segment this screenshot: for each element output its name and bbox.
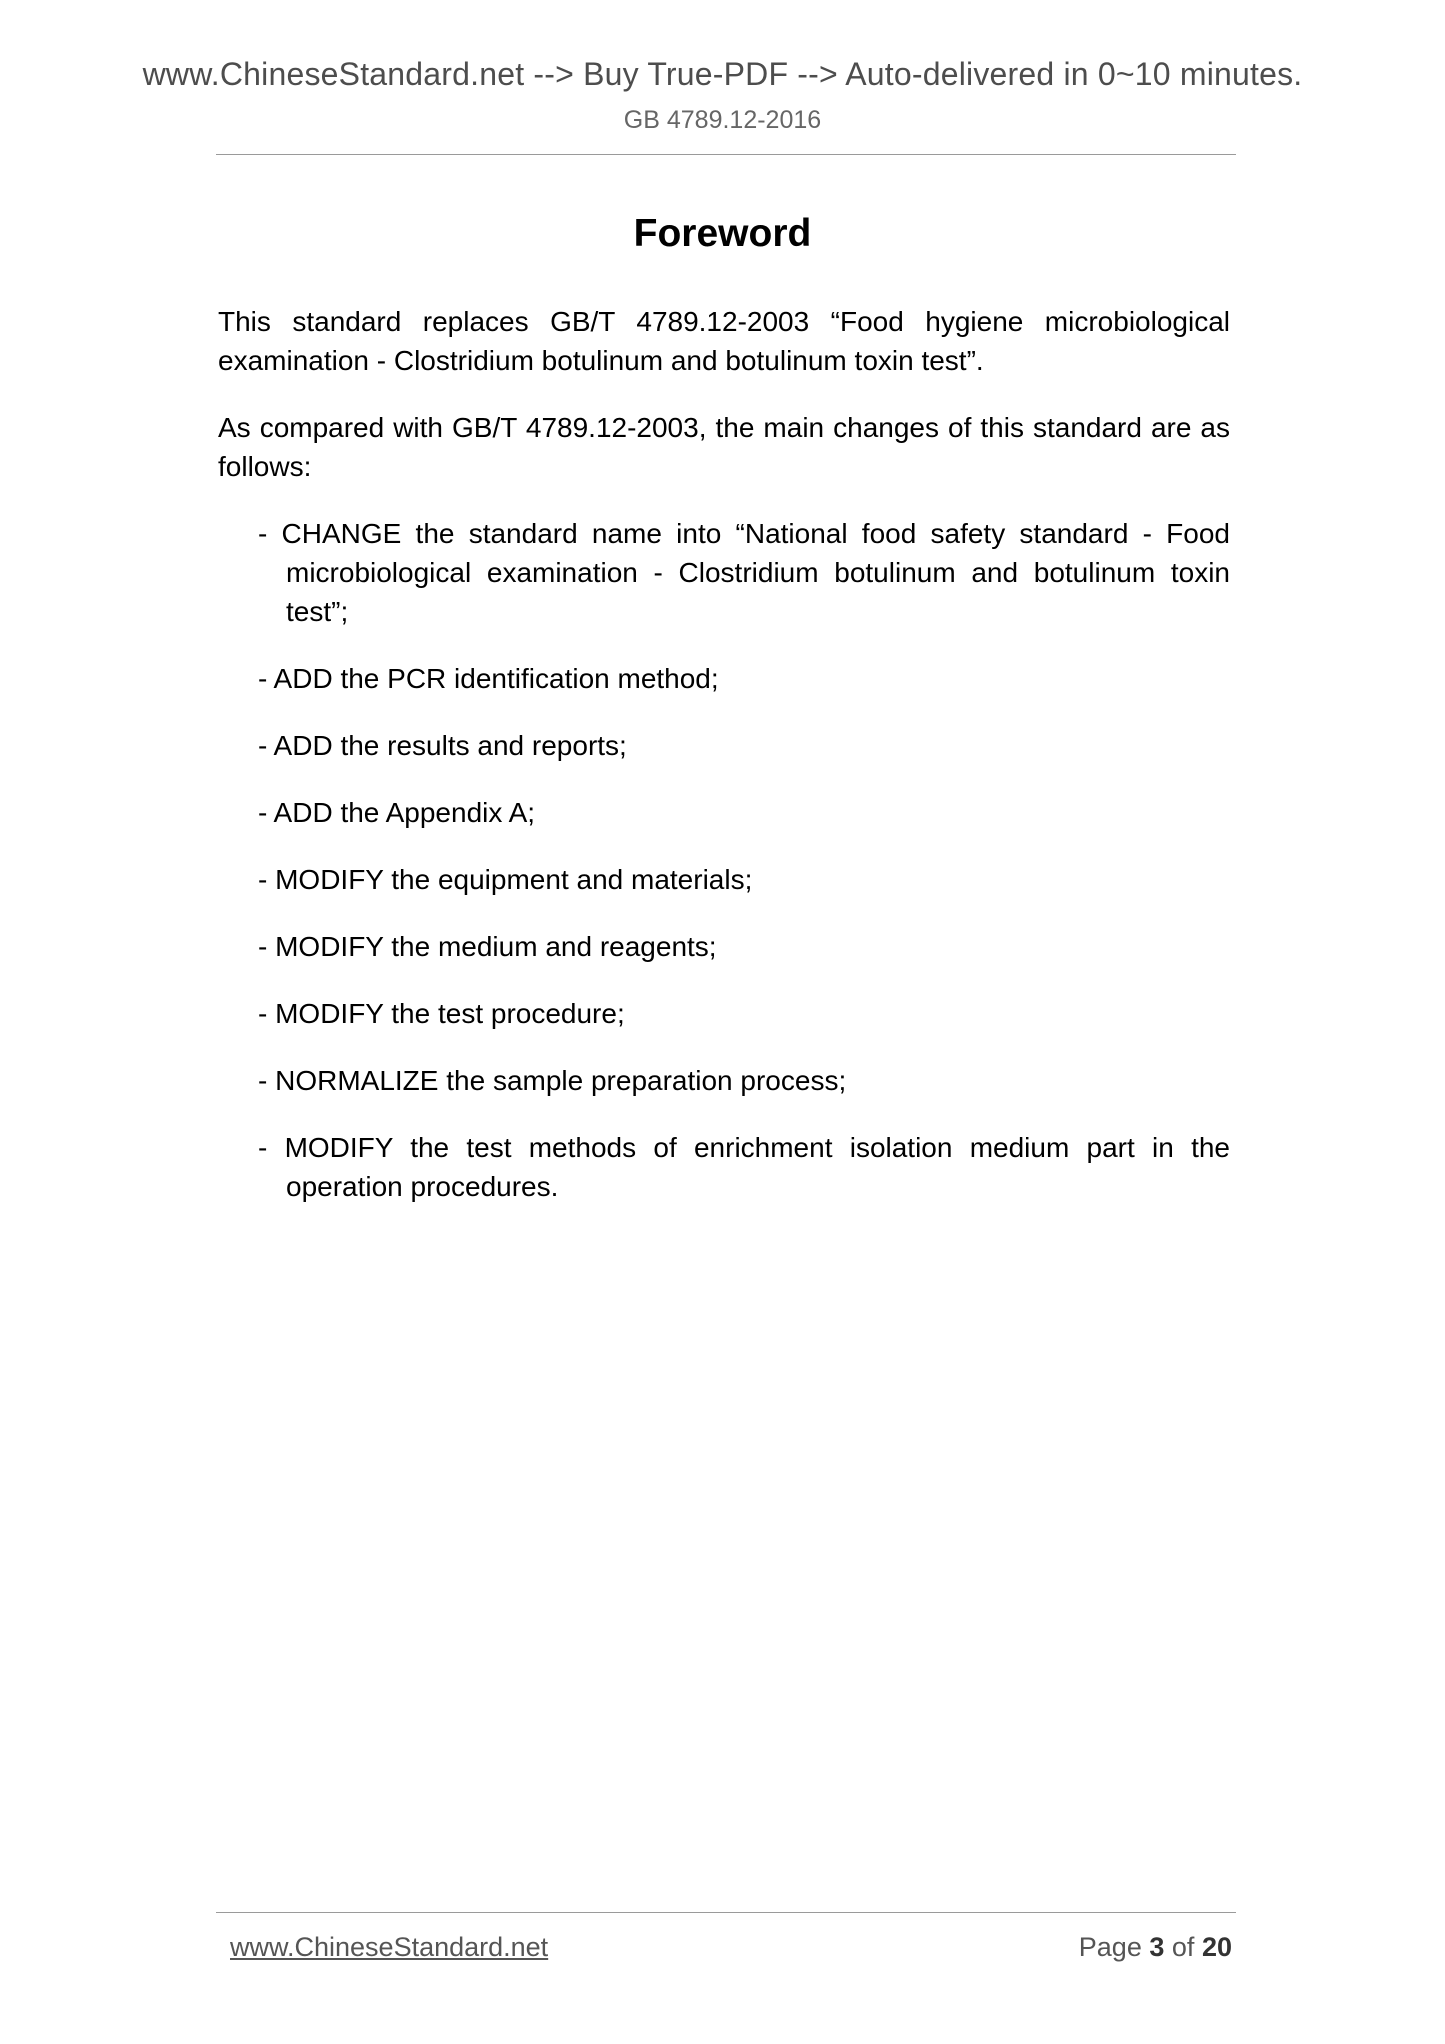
intro-paragraph: This standard replaces GB/T 4789.12-2003 “Food hygiene microbiological examination - Clostridium botulinum and botulinum toxin test”. — [218, 306, 1230, 376]
changes-intro-paragraph: As compared with GB/T 4789.12-2003, the main changes of this standard are as follows: — [218, 412, 1230, 482]
change-item: - CHANGE the standard name into “National food safety standard - Food microbiological examination - Clostridium botulinum and botulinum toxin test”; — [258, 518, 1230, 627]
change-item: - MODIFY the test procedure; — [258, 998, 625, 1029]
page-label: Page — [1078, 1932, 1142, 1962]
total-pages: 20 — [1201, 1932, 1232, 1962]
page-of-label: of — [1171, 1932, 1195, 1962]
change-item: - MODIFY the medium and reagents; — [258, 931, 717, 962]
footer-divider — [216, 1912, 1236, 1913]
footer-website-link[interactable]: www.ChineseStandard.net — [230, 1932, 549, 1962]
page-number — [1079, 1932, 1232, 1963]
change-item: - ADD the Appendix A; — [258, 797, 536, 828]
change-item: - MODIFY the equipment and materials; — [258, 864, 753, 895]
header-divider — [216, 154, 1236, 155]
standard-code: GB 4789.12-2016 — [623, 106, 822, 134]
change-item: - MODIFY the test methods of enrichment isolation medium part in the operation procedures. — [258, 1132, 1230, 1202]
change-item: - ADD the results and reports; — [258, 730, 627, 761]
current-page: 3 — [1149, 1932, 1165, 1962]
foreword-body — [218, 302, 1230, 1234]
change-item: - NORMALIZE the sample preparation process; — [258, 1065, 847, 1096]
change-item: - ADD the PCR identification method; — [258, 663, 719, 694]
header-banner: www.ChineseStandard.net --> Buy True-PDF --> Auto-delivered in 0~10 minutes. — [142, 56, 1303, 92]
page-title: Foreword — [633, 212, 812, 255]
